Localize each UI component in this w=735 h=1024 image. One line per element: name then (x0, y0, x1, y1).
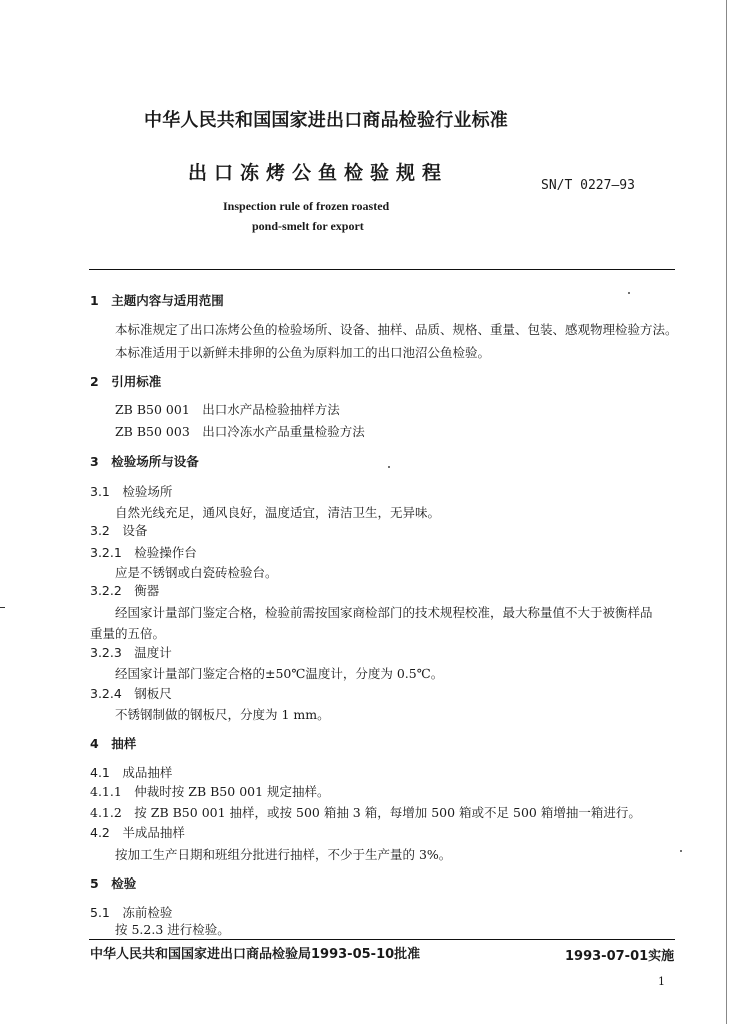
effective-date: 1993-07-01实施 (565, 949, 675, 964)
header-divider (89, 269, 675, 270)
page-number: 1 (658, 975, 665, 988)
section-3-2-heading: 3.2 设备 (90, 523, 148, 538)
section-4-1-heading: 4.1 成品抽样 (90, 765, 173, 780)
section-4-1-2: 4.1.2 按 ZB B50 001 抽样，或按 500 箱抽 3 箱，每增加 500 箱或不足 500 箱增抽一箱进行。 (90, 805, 641, 820)
section-2-heading: 2 引用标准 (90, 374, 162, 389)
document-title: 出口冻烤公鱼检验规程 (188, 162, 449, 184)
section-3-2-4-text: 不锈钢制做的钢板尺，分度为 1 mm。 (115, 707, 330, 722)
section-1-paragraph-1: 本标准规定了出口冻烤公鱼的检验场所、设备、抽样、品质、规格、重量、包装、感观物理检验方法。 (115, 322, 678, 337)
reference-1: ZB B50 001 出口水产品检验抽样方法 (115, 402, 340, 417)
section-1-paragraph-2: 本标准适用于以新鲜未排卵的公鱼为原料加工的出口池沼公鱼检验。 (115, 345, 491, 360)
footer-divider (89, 939, 675, 940)
standard-number: SN/T 0227—93 (541, 178, 635, 193)
section-3-2-3-text: 经国家计量部门鉴定合格的±50℃温度计，分度为 0.5℃。 (115, 666, 444, 681)
issuer-heading: 中华人民共和国国家进出口商品检验行业标准 (144, 110, 508, 131)
section-4-2-heading: 4.2 半成品抽样 (90, 825, 185, 840)
section-3-heading: 3 检验场所与设备 (90, 454, 199, 469)
scan-edge-line (726, 0, 727, 1024)
section-3-2-4-heading: 3.2.4 钢板尺 (90, 686, 172, 701)
scan-speck (628, 292, 630, 294)
scan-speck (388, 466, 390, 468)
section-3-2-1-heading: 3.2.1 检验操作台 (90, 545, 197, 560)
section-5-1-heading: 5.1 冻前检验 (90, 905, 173, 920)
section-3-2-2-text-line2: 重量的五倍。 (90, 626, 166, 641)
section-3-1-heading: 3.1 检验场所 (90, 484, 173, 499)
english-title-line2: pond-smelt for export (252, 219, 364, 233)
section-4-heading: 4 抽样 (90, 736, 137, 751)
english-title-line1: Inspection rule of frozen roasted (223, 199, 390, 213)
section-4-2-text: 按加工生产日期和班组分批进行抽样，不少于生产量的 3%。 (115, 847, 452, 862)
approval-statement: 中华人民共和国国家进出口商品检验局1993-05-10批准 (90, 947, 421, 962)
section-4-1-1: 4.1.1 仲裁时按 ZB B50 001 规定抽样。 (90, 784, 330, 799)
section-5-heading: 5 检验 (90, 876, 137, 891)
section-5-1-text: 按 5.2.3 进行检验。 (115, 922, 230, 937)
reference-2: ZB B50 003 出口冷冻水产品重量检验方法 (115, 424, 365, 439)
section-3-1-text: 自然光线充足，通风良好，温度适宜，清洁卫生，无异味。 (115, 505, 441, 520)
scan-speck (680, 850, 682, 852)
section-3-2-2-text-line1: 经国家计量部门鉴定合格，检验前需按国家商检部门的技术规程校准，最大称量值不大于被衡样品 (115, 605, 653, 620)
section-1-heading: 1 主题内容与适用范围 (90, 293, 224, 308)
section-3-2-2-heading: 3.2.2 衡器 (90, 583, 160, 598)
section-3-2-1-text: 应是不锈钢或白瓷砖检验台。 (115, 565, 278, 580)
scan-mark (0, 607, 5, 608)
section-3-2-3-heading: 3.2.3 温度计 (90, 645, 172, 660)
